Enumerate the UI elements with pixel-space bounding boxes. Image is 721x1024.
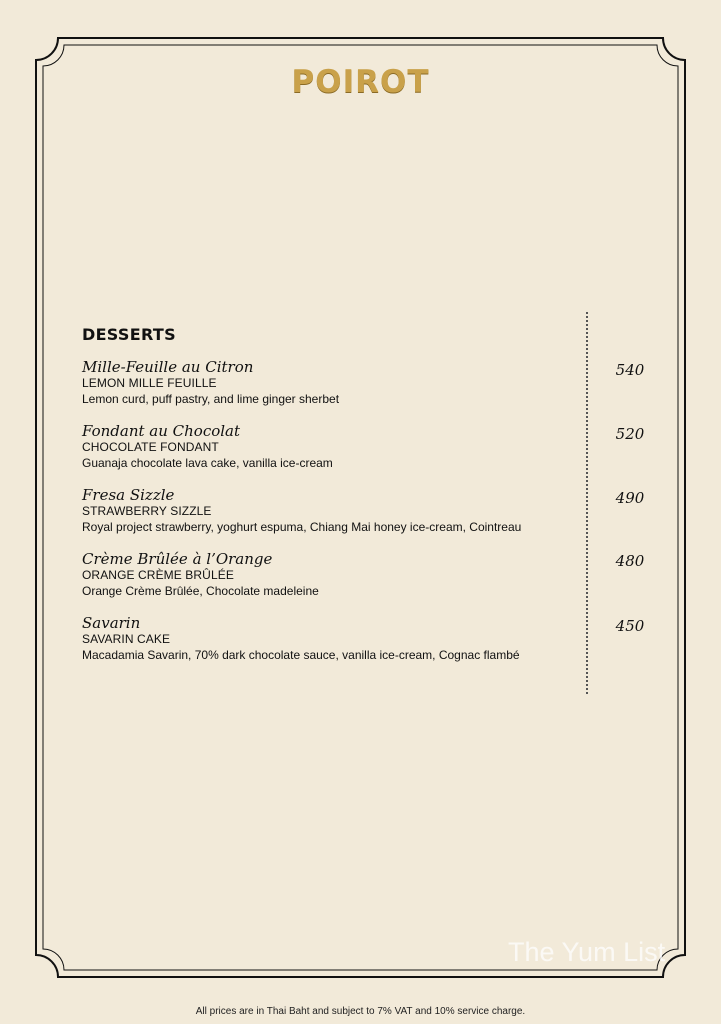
menu-item-creme-brulee <box>82 550 562 600</box>
item-name: Fondant au Chocolat <box>82 422 241 440</box>
brand-logo: POIROT <box>291 64 430 100</box>
item-price: 450 <box>615 617 645 635</box>
item-description: Royal project strawberry, yoghurt espuma, Chiang Mai honey ice-cream, Cointreau <box>82 520 522 534</box>
item-subtitle: ORANGE CRÈME BRÛLÉE <box>82 568 234 582</box>
footer-note: All prices are in Thai Baht and subject to 7% VAT and 10% service charge. <box>195 1006 526 1017</box>
section-title: DESSERTS <box>82 325 176 344</box>
dotted-divider <box>586 312 588 694</box>
item-price: 480 <box>615 552 645 570</box>
item-subtitle: LEMON MILLE FEUILLE <box>82 376 217 390</box>
menu-item-fresa-sizzle <box>82 486 562 536</box>
menu-item-fondant <box>82 422 562 472</box>
item-price: 490 <box>615 489 645 507</box>
item-subtitle: STRAWBERRY SIZZLE <box>82 504 212 518</box>
item-subtitle: SAVARIN CAKE <box>82 632 171 646</box>
item-name: Crème Brûlée à l’Orange <box>82 550 273 568</box>
item-description: Guanaja chocolate lava cake, vanilla ice-cream <box>82 456 333 470</box>
item-name: Fresa Sizzle <box>82 486 175 504</box>
item-name: Savarin <box>82 614 141 632</box>
menu-item-mille-feuille <box>82 358 562 408</box>
item-description: Macadamia Savarin, 70% dark chocolate sauce, vanilla ice-cream, Cognac flambé <box>82 648 520 662</box>
item-price: 540 <box>615 361 645 379</box>
item-description: Lemon curd, puff pastry, and lime ginger sherbet <box>82 392 340 406</box>
item-name: Mille-Feuille au Citron <box>82 358 254 376</box>
item-subtitle: CHOCOLATE FONDANT <box>82 440 219 454</box>
watermark-text: The Yum List <box>508 937 666 967</box>
item-price: 520 <box>615 425 645 443</box>
item-description: Orange Crème Brûlée, Chocolate madeleine <box>82 584 319 598</box>
menu-item-savarin <box>82 614 562 664</box>
